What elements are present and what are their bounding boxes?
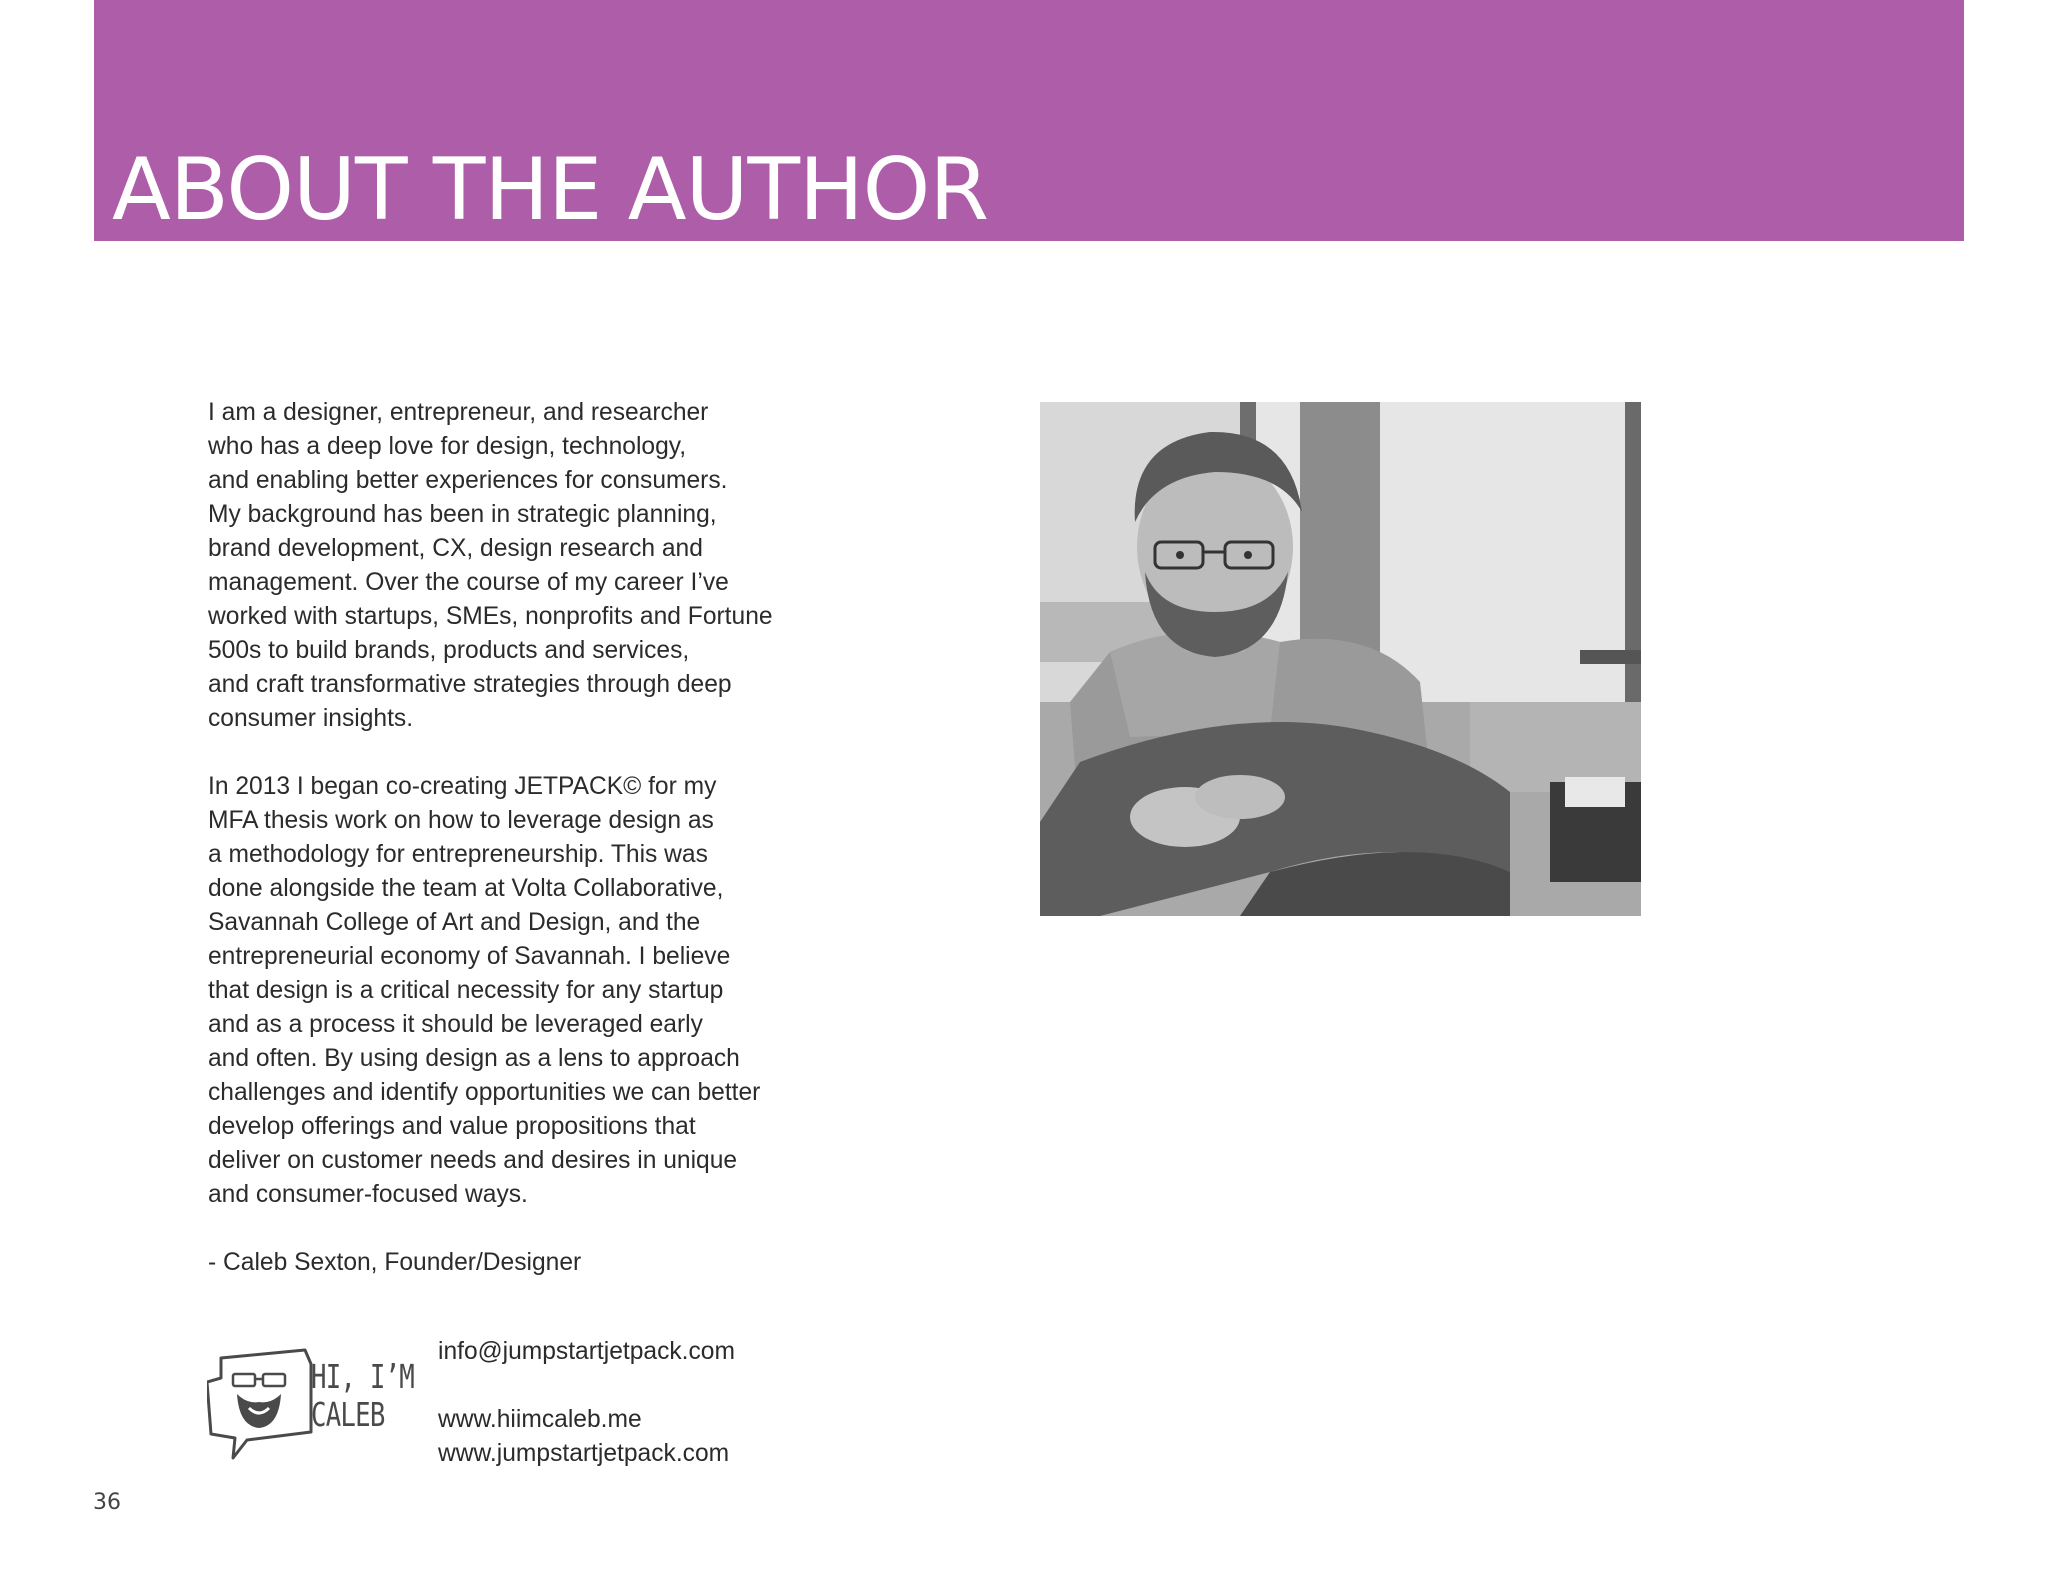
bio-paragraph-2: In 2013 I began co-creating JETPACK© for my MFA thesis work on how to leverage design as a methodology for entrepreneurship. This was done alongside the team at Volta Collaborative, Savannah College of Art and Design, and the entrepreneurial economy of Savannah. I believe that design is a critical necessity for any startup and as a process it should be leveraged early and often. By using design as a lens to approach challenges and identify opportunities we can better develop offerings and value propositions that deliver on customer needs and desires in unique and consumer-focused ways. [208, 773, 761, 1208]
logo-text-line-1: HI, I’M [311, 1357, 415, 1396]
author-photo [1040, 402, 1641, 916]
contact-info [438, 1335, 735, 1471]
page-title: ABOUT THE AUTHOR [112, 140, 989, 240]
page-number: 36 [93, 1490, 121, 1515]
bio-paragraph-1: I am a designer, entrepreneur, and researcher who has a deep love for design, technology, and enabling better experiences for consumers. My background has been in strategic planning, brand development, CX, design research and management. Over the course of my career I’ve worked with startups, SMEs, nonprofits and Fortune 500s to build brands, products and services, and craft transformative strategies through deep consumer insights. [208, 399, 773, 732]
website-link-jumpstartjetpack[interactable]: www.jumpstartjetpack.com [438, 1440, 730, 1467]
signature: - Caleb Sexton, Founder/Designer [208, 1249, 582, 1276]
website-link-hiimcaleb[interactable]: www.hiimcaleb.me [438, 1406, 642, 1433]
logo-text-line-2: CALEB [311, 1395, 385, 1434]
author-bio [208, 396, 848, 1280]
email-link[interactable]: info@jumpstartjetpack.com [438, 1338, 735, 1365]
logo-text [311, 1358, 414, 1434]
